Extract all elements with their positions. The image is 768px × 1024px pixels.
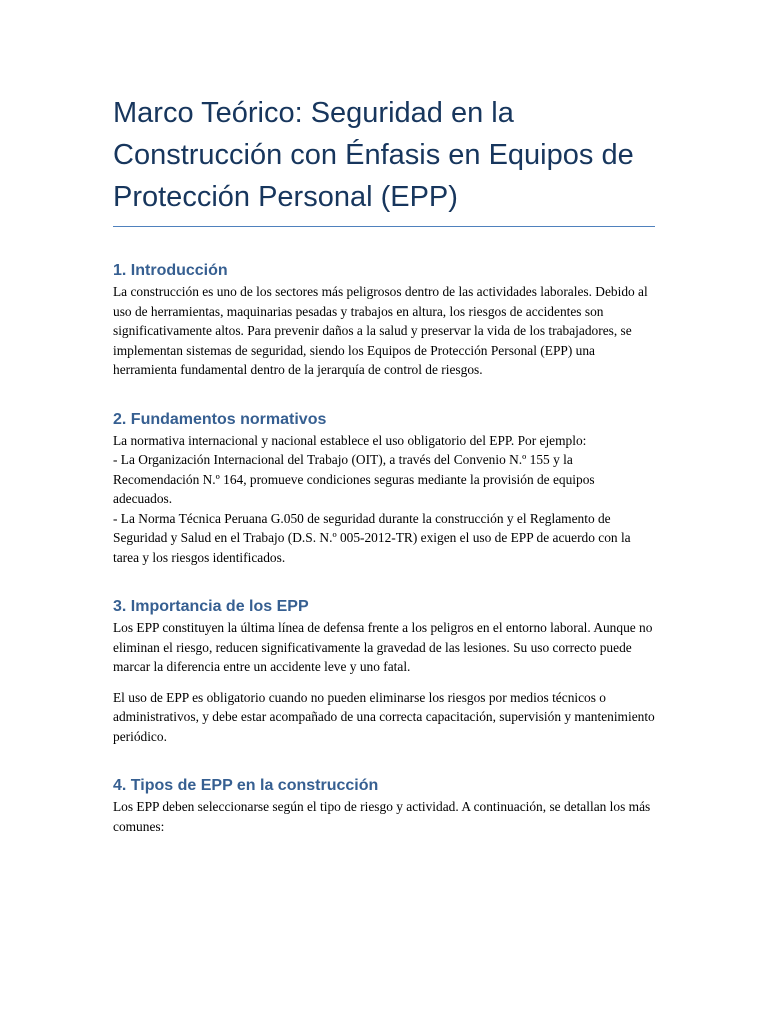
section-introduccion	[113, 260, 655, 380]
paragraph: Los EPP deben seleccionarse según el tipo de riesgo y actividad. A continuación, se detallan los más comunes:	[113, 799, 651, 834]
section-heading: 1. Introducción	[113, 262, 228, 279]
section-importancia-epp	[113, 596, 655, 746]
section-heading: 3. Importancia de los EPP	[113, 598, 309, 615]
section-heading: 2. Fundamentos normativos	[113, 410, 327, 428]
document-title: Marco Teórico: Seguridad en la Construcción con Énfasis en Equipos de Protección Personal (EPP)	[113, 92, 655, 227]
paragraph: Los EPP constituyen la última línea de defensa frente a los peligros en el entorno laboral. Aunque no eliminan el riesgo, reducen significativamente la gravedad de las lesiones. Su uso correcto puede marcar la diferencia entre un accidente leve y uno fatal.	[113, 620, 653, 674]
section-tipos-epp	[113, 775, 655, 836]
section-fundamentos-normativos	[113, 409, 655, 568]
section-heading: 4. Tipos de EPP en la construcción	[113, 777, 379, 794]
paragraph: La construcción es uno de los sectores más peligrosos dentro de las actividades laborales. Debido al uso de herramientas, maquinarias pesadas y trabajos en altura, los riesgos de accidentes son significativamente altos. Para prevenir daños a la salud y preservar la vida de los trabajadores, se implementan sistemas de seguridad, siendo los Equipos de Protección Personal (EPP) una herramienta fundamental dentro de la jerarquía de control de riesgos.	[113, 284, 648, 377]
paragraph	[113, 431, 655, 568]
paragraph: El uso de EPP es obligatorio cuando no pueden eliminarse los riesgos por medios técnicos o administrativos, y debe estar acompañado de una correcta capacitación, supervisión y mantenimiento periódico.	[113, 689, 655, 744]
list-item: - La Norma Técnica Peruana G.050 de seguridad durante la construcción y el Reglamento de Seguridad y Salud en el Trabajo (D.S. N.º 005-2012-TR) exigen el uso de EPP de acuerdo con la tarea y los riesgos identificados.	[113, 510, 631, 565]
paragraph-line: La normativa internacional y nacional establece el uso obligatorio del EPP. Por ejemplo:	[113, 432, 587, 448]
list-item: - La Organización Internacional del Trabajo (OIT), a través del Convenio N.º 155 y la Recomendación N.º 164, promueve condiciones seguras mediante la provisión de equipos adecuados.	[113, 452, 595, 506]
